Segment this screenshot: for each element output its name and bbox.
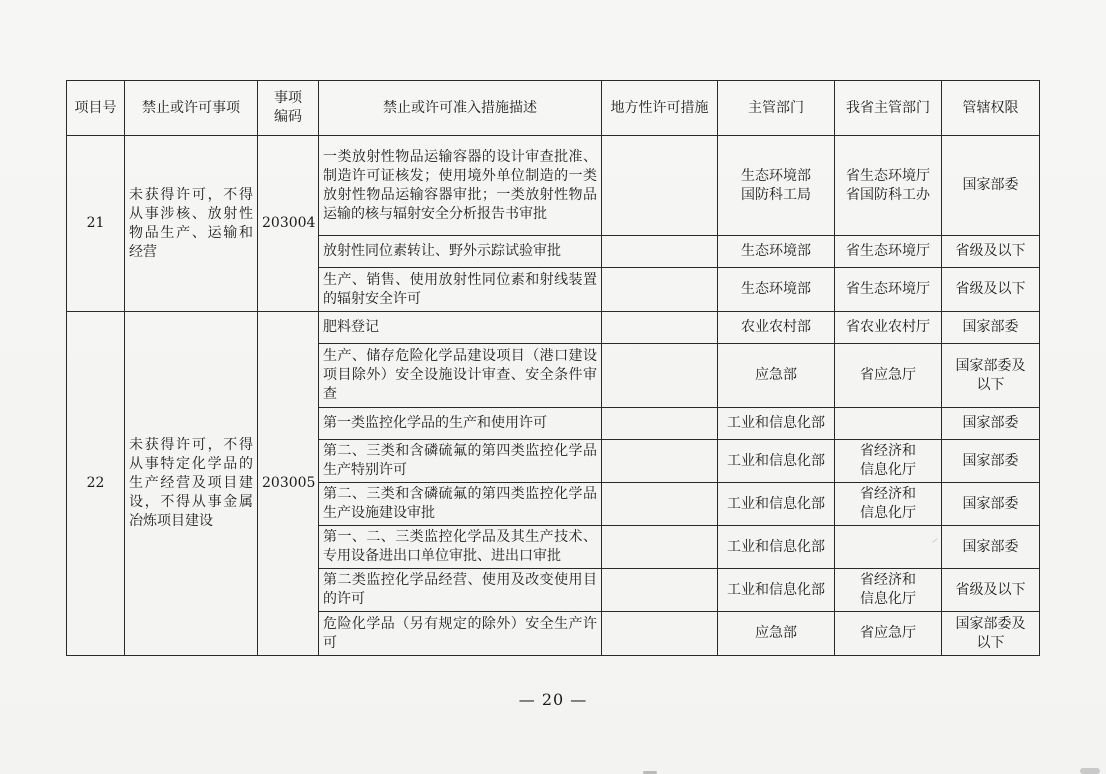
item-number-cell: 22 (67, 312, 125, 656)
item-name-cell: 未获得许可，不得从事特定化学品的生产经营及项目建设，不得从事金属冶炼项目建设 (125, 312, 258, 656)
dept-cell: 工业和信息化部 (718, 483, 835, 526)
item-code-cell: 203005 (258, 312, 319, 656)
local-measure-cell (602, 569, 718, 612)
measure-desc-cell: 放射性同位素转让、野外示踪试验审批 (319, 236, 602, 268)
header-desc: 禁止或许可准入措施描述 (319, 81, 602, 136)
header-dept: 主管部门 (718, 81, 835, 136)
item-code-cell: 203004 (258, 136, 319, 312)
header-prov: 我省主管部门 (835, 81, 942, 136)
local-measure-cell (602, 440, 718, 483)
jurisdiction-cell: 国家部委 (942, 136, 1040, 236)
measure-desc-cell: 第一类监控化学品的生产和使用许可 (319, 408, 602, 440)
measure-desc-cell: 第一、二、三类监控化学品及其生产技术、专用设备进出口单位审批、进出口审批 (319, 526, 602, 569)
dept-cell: 工业和信息化部 (718, 408, 835, 440)
dept-cell: 应急部 (718, 344, 835, 408)
local-measure-cell (602, 612, 718, 656)
dept-cell: 工业和信息化部 (718, 526, 835, 569)
dept-cell: 生态环境部 (718, 268, 835, 312)
jurisdiction-cell: 国家部委及 以下 (942, 612, 1040, 656)
jurisdiction-cell: 国家部委及 以下 (942, 344, 1040, 408)
dept-cell: 应急部 (718, 612, 835, 656)
dept-cell: 生态环境部 国防科工局 (718, 136, 835, 236)
prov-dept-cell: 省农业农村厅 (835, 312, 942, 344)
prov-dept-cell: 省应急厅 (835, 344, 942, 408)
header-row (67, 81, 1040, 136)
prov-dept-cell (835, 526, 942, 569)
item-name-cell: 未获得许可，不得从事涉核、放射性物品生产、运输和经营 (125, 136, 258, 312)
jurisdiction-cell: 省级及以下 (942, 569, 1040, 612)
header-code-line2: 编码 (274, 109, 302, 125)
scan-speck (1080, 768, 1100, 774)
jurisdiction-cell: 国家部委 (942, 408, 1040, 440)
jurisdiction-cell: 国家部委 (942, 440, 1040, 483)
local-measure-cell (602, 483, 718, 526)
dept-cell: 农业农村部 (718, 312, 835, 344)
measure-desc-cell: 危险化学品（另有规定的除外）安全生产许可 (319, 612, 602, 656)
measure-desc-cell: 第二、三类和含磷硫氟的第四类监控化学品生产设施建设审批 (319, 483, 602, 526)
prov-dept-cell: 省生态环境厅 省国防科工办 (835, 136, 942, 236)
prov-dept-cell: 省生态环境厅 (835, 268, 942, 312)
header-jur: 管辖权限 (942, 81, 1040, 136)
header-no: 项目号 (67, 81, 125, 136)
jurisdiction-cell: 国家部委 (942, 526, 1040, 569)
local-measure-cell (602, 312, 718, 344)
jurisdiction-cell: 省级及以下 (942, 236, 1040, 268)
header-code (258, 81, 319, 136)
jurisdiction-cell: 国家部委 (942, 312, 1040, 344)
prov-dept-cell: 省经济和 信息化厅 (835, 483, 942, 526)
measure-desc-cell: 生产、销售、使用放射性同位素和射线装置的辐射安全许可 (319, 268, 602, 312)
header-item: 禁止或许可事项 (125, 81, 258, 136)
prov-dept-cell: 省生态环境厅 (835, 236, 942, 268)
prov-dept-cell (835, 408, 942, 440)
prov-dept-cell: 省经济和 信息化厅 (835, 569, 942, 612)
local-measure-cell (602, 408, 718, 440)
permit-table (66, 80, 1040, 656)
dept-cell: 工业和信息化部 (718, 440, 835, 483)
measure-desc-cell: 一类放射性物品运输容器的设计审查批准、制造许可证核发；使用境外单位制造的一类放射性物品运输容器审批；一类放射性物品运输的核与辐射安全分析报告书审批 (319, 136, 602, 236)
page-number: — 20 — (518, 690, 588, 709)
local-measure-cell (602, 136, 718, 236)
local-measure-cell (602, 526, 718, 569)
header-local: 地方性许可措施 (602, 81, 718, 136)
dept-cell: 生态环境部 (718, 236, 835, 268)
prov-dept-cell: 省应急厅 (835, 612, 942, 656)
jurisdiction-cell: 省级及以下 (942, 268, 1040, 312)
item-number-cell: 21 (67, 136, 125, 312)
measure-desc-cell: 第二类监控化学品经营、使用及改变使用目的许可 (319, 569, 602, 612)
prov-dept-cell: 省经济和 信息化厅 (835, 440, 942, 483)
jurisdiction-cell: 国家部委 (942, 483, 1040, 526)
local-measure-cell (602, 268, 718, 312)
measure-desc-cell: 肥料登记 (319, 312, 602, 344)
measure-desc-cell: 第二、三类和含磷硫氟的第四类监控化学品生产特别许可 (319, 440, 602, 483)
table-row (67, 136, 1040, 236)
table-row (67, 312, 1040, 344)
local-measure-cell (602, 236, 718, 268)
local-measure-cell (602, 344, 718, 408)
dept-cell: 工业和信息化部 (718, 569, 835, 612)
measure-desc-cell: 生产、储存危险化学品建设项目（港口建设项目除外）安全设施设计审查、安全条件审查 (319, 344, 602, 408)
header-code-line1: 事项 (274, 90, 302, 106)
